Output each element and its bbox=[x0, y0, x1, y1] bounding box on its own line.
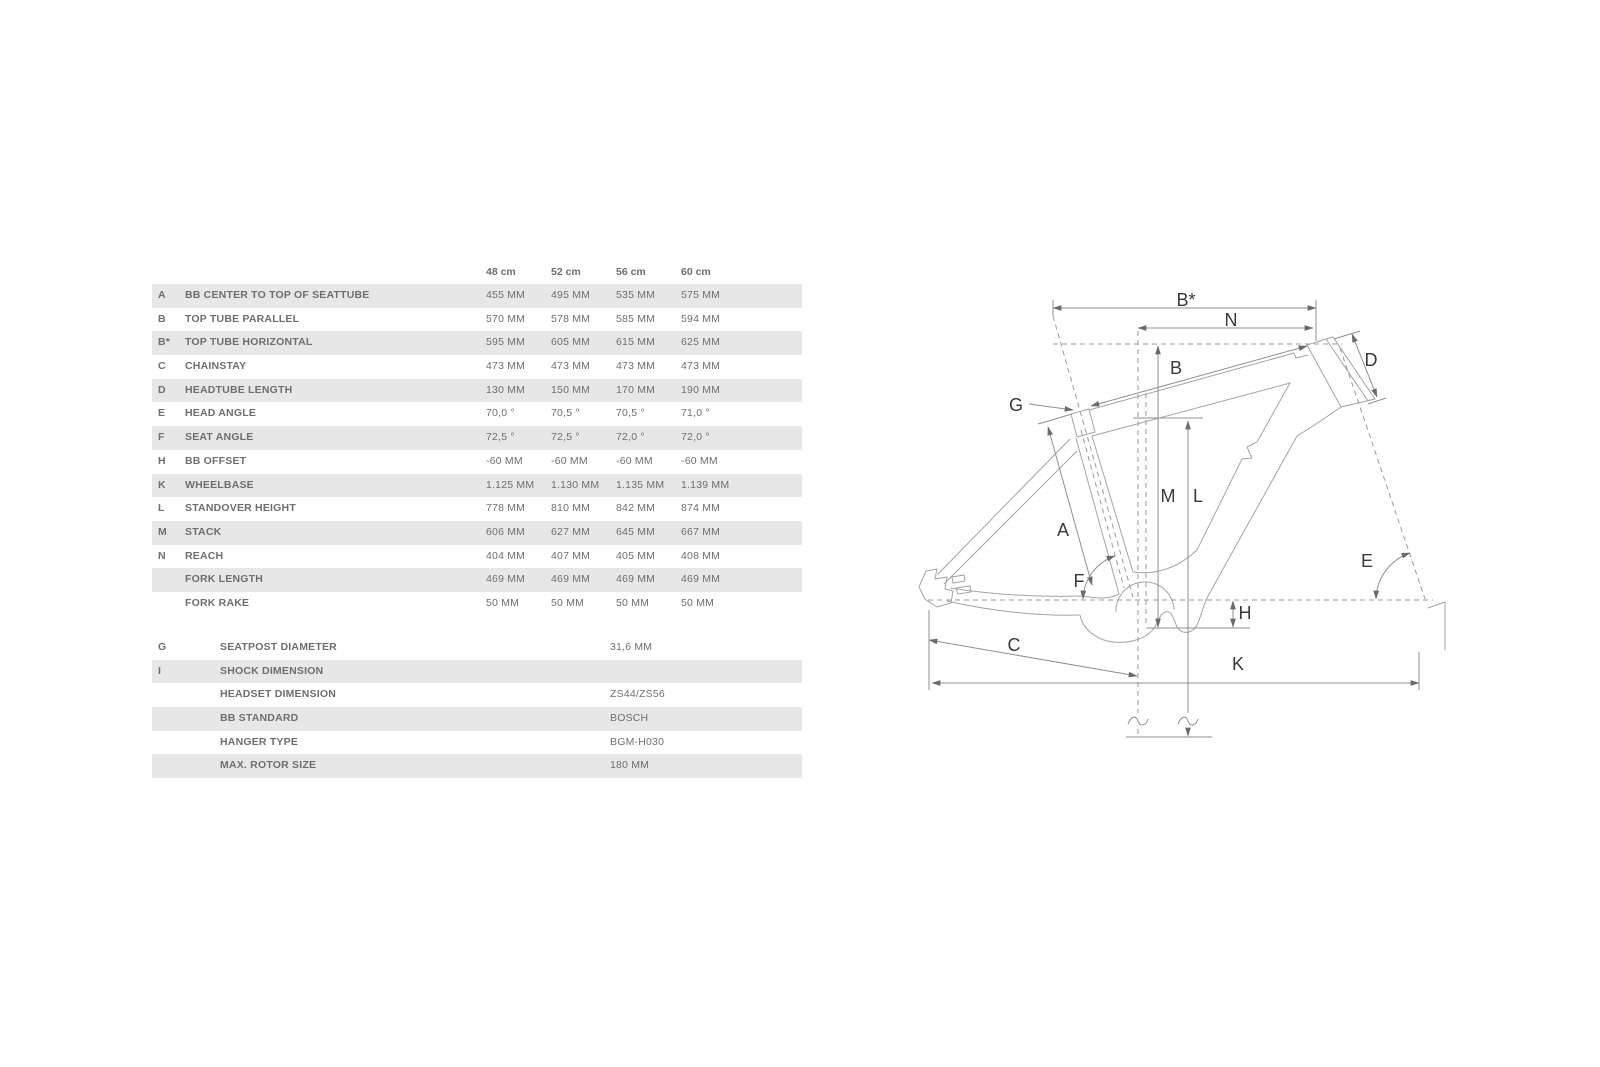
geometry-row bbox=[152, 331, 802, 355]
diagram-label-k: K bbox=[1231, 654, 1245, 674]
row-label: FORK LENGTH bbox=[185, 573, 264, 586]
diagram-label-f: F bbox=[1073, 571, 1085, 591]
row-value: 473 MM bbox=[681, 360, 721, 373]
row-value: 70,5 ° bbox=[616, 407, 645, 420]
spec-row bbox=[152, 683, 802, 707]
row-value: 1.135 MM bbox=[616, 478, 665, 491]
seat-stay-lower bbox=[944, 451, 1077, 584]
size-column-header: 52 cm bbox=[551, 266, 581, 278]
geometry-row bbox=[152, 355, 802, 379]
spec-row bbox=[152, 636, 802, 660]
diagram-label-m: M bbox=[1160, 486, 1176, 506]
row-label: REACH bbox=[185, 549, 224, 562]
geometry-row bbox=[152, 545, 802, 569]
row-value: BGM-H030 bbox=[610, 735, 665, 748]
size-column-header: 48 cm bbox=[486, 266, 516, 278]
g-leader-line bbox=[1029, 404, 1073, 410]
row-value: 1.130 MM bbox=[551, 478, 600, 491]
row-value: 594 MM bbox=[681, 312, 721, 325]
row-letter: M bbox=[158, 525, 167, 538]
geometry-row bbox=[152, 379, 802, 403]
seat-tube-centerline bbox=[1081, 430, 1124, 588]
row-value: 71,0 ° bbox=[681, 407, 710, 420]
chainstay-lower bbox=[947, 601, 1080, 615]
rack-mount-tab bbox=[952, 575, 965, 583]
size-column-header: 56 cm bbox=[616, 266, 646, 278]
row-label: SEAT ANGLE bbox=[185, 431, 254, 444]
row-value: 72,5 ° bbox=[551, 431, 580, 444]
row-value: 404 MM bbox=[486, 549, 526, 562]
geometry-row bbox=[152, 450, 802, 474]
row-value: 70,5 ° bbox=[551, 407, 580, 420]
row-value: 50 MM bbox=[551, 596, 585, 609]
row-value: 645 MM bbox=[616, 525, 656, 538]
spec-table bbox=[152, 636, 802, 778]
row-value: 50 MM bbox=[486, 596, 520, 609]
row-value: 31,6 MM bbox=[610, 641, 653, 653]
row-value: 72,5 ° bbox=[486, 431, 515, 444]
row-label: WHEELBASE bbox=[185, 478, 254, 491]
row-letter: L bbox=[158, 502, 165, 515]
row-value: 842 MM bbox=[616, 502, 656, 515]
row-value: 72,0 ° bbox=[681, 431, 710, 444]
row-value: 605 MM bbox=[551, 336, 591, 349]
dim-a bbox=[1048, 427, 1092, 585]
geometry-table-rows bbox=[152, 284, 802, 616]
construction-lines bbox=[928, 316, 1433, 737]
row-letter: D bbox=[158, 383, 166, 396]
motor-top-joint bbox=[1082, 594, 1119, 598]
head-angle-arc bbox=[1376, 553, 1410, 599]
row-label: BB STANDARD bbox=[220, 712, 299, 725]
row-value: 407 MM bbox=[551, 549, 591, 562]
row-label: HEADSET DIMENSION bbox=[220, 688, 336, 701]
geometry-row bbox=[152, 521, 802, 545]
motor-arc bbox=[1116, 582, 1174, 612]
row-label: MAX. ROTOR SIZE bbox=[220, 759, 317, 772]
row-value: -60 MM bbox=[551, 454, 588, 467]
dim-b bbox=[1091, 346, 1307, 406]
row-value: 585 MM bbox=[616, 312, 656, 325]
row-value: 667 MM bbox=[681, 525, 721, 538]
row-label: HEAD ANGLE bbox=[185, 407, 257, 420]
row-value: 473 MM bbox=[551, 360, 591, 373]
row-value: 570 MM bbox=[486, 312, 526, 325]
row-value: 469 MM bbox=[681, 573, 721, 586]
geometry-row bbox=[152, 592, 802, 616]
row-value: 473 MM bbox=[486, 360, 526, 373]
break-symbol-2 bbox=[1178, 717, 1198, 725]
row-value: 469 MM bbox=[616, 573, 656, 586]
break-symbol bbox=[1128, 717, 1148, 725]
row-value: 578 MM bbox=[551, 312, 591, 325]
row-value: -60 MM bbox=[616, 454, 653, 467]
bike-frame-drawing bbox=[890, 268, 1465, 753]
diagram-label-h: H bbox=[1238, 603, 1252, 623]
row-value: -60 MM bbox=[486, 454, 523, 467]
row-value: 615 MM bbox=[616, 336, 656, 349]
row-value: -60 MM bbox=[681, 454, 718, 467]
diagram-label-e: E bbox=[1360, 551, 1374, 571]
row-value: 180 MM bbox=[610, 759, 650, 772]
row-value: 575 MM bbox=[681, 289, 721, 301]
row-value: 495 MM bbox=[551, 289, 591, 301]
row-label: HANGER TYPE bbox=[220, 735, 299, 748]
diagram-label-b: B bbox=[1169, 358, 1183, 378]
geometry-row bbox=[152, 402, 802, 426]
geometry-table-header bbox=[152, 260, 802, 284]
row-label: BB OFFSET bbox=[185, 454, 247, 467]
geometry-row bbox=[152, 568, 802, 592]
row-value: 72,0 ° bbox=[616, 431, 645, 444]
seat-stay-upper bbox=[938, 439, 1070, 574]
row-value: 130 MM bbox=[486, 383, 526, 396]
frame-outline bbox=[919, 337, 1445, 650]
diagram-label-l: L bbox=[1192, 486, 1204, 506]
row-value: 1.125 MM bbox=[486, 478, 535, 491]
row-letter: I bbox=[158, 664, 162, 677]
row-value: 50 MM bbox=[616, 596, 650, 609]
row-letter: B* bbox=[158, 336, 171, 349]
diagram-label-b-star: B* bbox=[1176, 290, 1196, 310]
row-label: FORK RAKE bbox=[185, 596, 250, 609]
fork-dropout bbox=[1428, 602, 1445, 650]
row-value: 190 MM bbox=[681, 383, 721, 396]
row-value: BOSCH bbox=[610, 712, 649, 725]
row-letter: F bbox=[158, 431, 165, 444]
row-label: HEADTUBE LENGTH bbox=[185, 383, 293, 396]
spec-row bbox=[152, 660, 802, 684]
row-value: 469 MM bbox=[551, 573, 591, 586]
diagram-label-d: D bbox=[1364, 350, 1378, 370]
row-value: 1.139 MM bbox=[681, 478, 730, 491]
geometry-row bbox=[152, 497, 802, 521]
row-letter: B bbox=[158, 312, 166, 325]
row-letter: E bbox=[158, 407, 166, 420]
row-value: 810 MM bbox=[551, 502, 591, 515]
row-letter: N bbox=[158, 549, 166, 562]
row-value: ZS44/ZS56 bbox=[610, 688, 665, 701]
row-value: 455 MM bbox=[486, 289, 526, 301]
spec-table-rows bbox=[152, 636, 802, 778]
row-value: 627 MM bbox=[551, 525, 591, 538]
dim-c bbox=[929, 640, 1137, 676]
spec-row bbox=[152, 707, 802, 731]
row-value: 625 MM bbox=[681, 336, 721, 349]
row-letter: H bbox=[158, 454, 166, 467]
diagram-label-g: G bbox=[1008, 395, 1024, 415]
geometry-row bbox=[152, 474, 802, 498]
row-label: STANDOVER HEIGHT bbox=[185, 502, 296, 515]
row-label: STACK bbox=[185, 525, 222, 538]
row-label: SEATPOST DIAMETER bbox=[220, 641, 337, 653]
row-letter: G bbox=[158, 641, 167, 653]
row-value: 473 MM bbox=[616, 360, 656, 373]
diagram-label-n: N bbox=[1224, 310, 1238, 330]
geometry-row bbox=[152, 284, 802, 308]
geometry-table bbox=[152, 260, 802, 616]
row-label: BB CENTER TO TOP OF SEATTUBE bbox=[185, 289, 370, 301]
diagram-label-a: A bbox=[1056, 520, 1070, 540]
row-value: 170 MM bbox=[616, 383, 656, 396]
size-column-header: 60 cm bbox=[681, 266, 711, 278]
row-label: SHOCK DIMENSION bbox=[220, 664, 324, 677]
geometry-row bbox=[152, 308, 802, 332]
row-label: TOP TUBE HORIZONTAL bbox=[185, 336, 313, 349]
main-triangle-inner-edge bbox=[1092, 383, 1290, 573]
row-value: 405 MM bbox=[616, 549, 656, 562]
row-value: 874 MM bbox=[681, 502, 721, 515]
row-letter: A bbox=[158, 289, 166, 301]
row-letter: K bbox=[158, 478, 166, 491]
row-value: 606 MM bbox=[486, 525, 526, 538]
row-value: 535 MM bbox=[616, 289, 656, 301]
spec-row bbox=[152, 731, 802, 755]
row-value: 778 MM bbox=[486, 502, 526, 515]
row-label: TOP TUBE PARALLEL bbox=[185, 312, 300, 325]
row-label: CHAINSTAY bbox=[185, 360, 247, 373]
row-value: 50 MM bbox=[681, 596, 715, 609]
top-tube-upper-edge bbox=[1089, 353, 1308, 410]
row-value: 408 MM bbox=[681, 549, 721, 562]
frame-geometry-diagram bbox=[890, 268, 1465, 753]
row-value: 150 MM bbox=[551, 383, 591, 396]
row-value: 70,0 ° bbox=[486, 407, 515, 420]
diagram-label-c: C bbox=[1007, 635, 1021, 655]
geometry-row bbox=[152, 426, 802, 450]
a-tick bbox=[1038, 414, 1072, 424]
spec-row bbox=[152, 754, 802, 778]
row-letter: C bbox=[158, 360, 166, 373]
row-value: 595 MM bbox=[486, 336, 526, 349]
row-value: 469 MM bbox=[486, 573, 526, 586]
